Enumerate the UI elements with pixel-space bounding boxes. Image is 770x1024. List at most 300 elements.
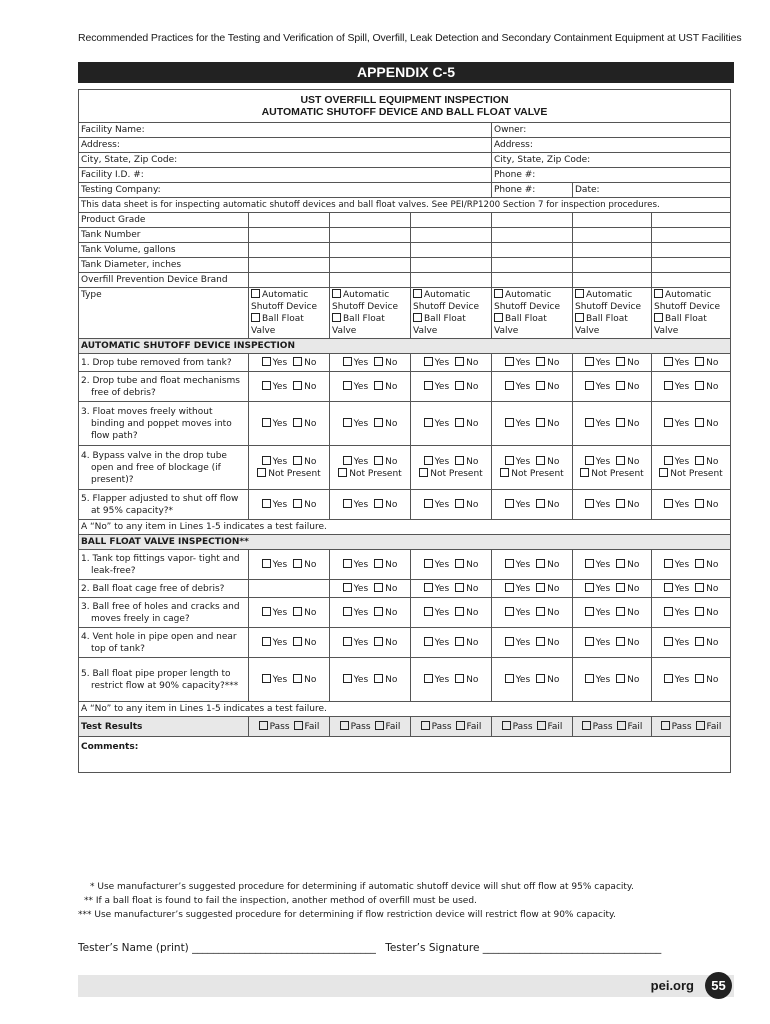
yes-checkbox[interactable] bbox=[424, 499, 433, 508]
no-checkbox[interactable] bbox=[455, 637, 464, 646]
not-present-checkbox[interactable] bbox=[257, 468, 266, 477]
yes-checkbox[interactable] bbox=[343, 674, 352, 683]
no-checkbox[interactable] bbox=[616, 499, 625, 508]
yes-option[interactable] bbox=[664, 382, 690, 392]
automatic-checkbox[interactable] bbox=[251, 289, 260, 298]
no-checkbox[interactable] bbox=[374, 357, 383, 366]
no-checkbox[interactable] bbox=[536, 381, 545, 390]
tank-diameter-tank-2[interactable] bbox=[330, 258, 411, 273]
tank-volume-tank-3[interactable] bbox=[411, 243, 492, 258]
tank-number-tank-2[interactable] bbox=[330, 228, 411, 243]
yes-checkbox[interactable] bbox=[585, 418, 594, 427]
no-checkbox[interactable] bbox=[293, 559, 302, 568]
no-option[interactable] bbox=[616, 500, 639, 510]
yes-checkbox[interactable] bbox=[505, 418, 514, 427]
no-option[interactable] bbox=[616, 419, 639, 429]
yes-option[interactable] bbox=[343, 638, 369, 648]
no-checkbox[interactable] bbox=[616, 674, 625, 683]
no-checkbox[interactable] bbox=[695, 637, 704, 646]
no-checkbox[interactable] bbox=[374, 499, 383, 508]
device-brand-tank-5[interactable] bbox=[573, 273, 652, 288]
no-option[interactable] bbox=[616, 358, 639, 368]
yes-option[interactable] bbox=[262, 675, 288, 685]
yes-option[interactable] bbox=[343, 457, 369, 467]
yes-option[interactable] bbox=[505, 560, 531, 570]
no-option[interactable] bbox=[695, 419, 718, 429]
no-checkbox[interactable] bbox=[536, 674, 545, 683]
yes-checkbox[interactable] bbox=[424, 674, 433, 683]
not-present-checkbox[interactable] bbox=[659, 468, 668, 477]
yes-option[interactable] bbox=[262, 457, 288, 467]
no-checkbox[interactable] bbox=[455, 456, 464, 465]
fail-checkbox[interactable] bbox=[375, 721, 384, 730]
not-present-checkbox[interactable] bbox=[580, 468, 589, 477]
owner-city-field[interactable]: City, State, Zip Code: bbox=[492, 153, 731, 168]
type-automatic-option[interactable] bbox=[575, 289, 649, 301]
facility-address-field[interactable]: Address: bbox=[79, 138, 492, 153]
yes-checkbox[interactable] bbox=[585, 674, 594, 683]
not-present-checkbox[interactable] bbox=[500, 468, 509, 477]
no-option[interactable] bbox=[536, 457, 559, 467]
no-option[interactable] bbox=[536, 638, 559, 648]
automatic-checkbox[interactable] bbox=[494, 289, 503, 298]
yes-option[interactable] bbox=[585, 638, 611, 648]
yes-option[interactable] bbox=[585, 382, 611, 392]
yes-checkbox[interactable] bbox=[664, 456, 673, 465]
no-option[interactable] bbox=[536, 584, 559, 594]
no-checkbox[interactable] bbox=[536, 499, 545, 508]
no-checkbox[interactable] bbox=[695, 674, 704, 683]
tank-diameter-tank-4[interactable] bbox=[492, 258, 573, 273]
no-checkbox[interactable] bbox=[455, 357, 464, 366]
yes-checkbox[interactable] bbox=[505, 381, 514, 390]
yes-option[interactable] bbox=[424, 560, 450, 570]
yes-checkbox[interactable] bbox=[424, 583, 433, 592]
yes-checkbox[interactable] bbox=[262, 499, 271, 508]
no-option[interactable] bbox=[695, 457, 718, 467]
pass-checkbox[interactable] bbox=[259, 721, 268, 730]
tank-number-tank-4[interactable] bbox=[492, 228, 573, 243]
ball-float-checkbox[interactable] bbox=[654, 313, 663, 322]
no-checkbox[interactable] bbox=[293, 418, 302, 427]
yes-option[interactable] bbox=[262, 560, 288, 570]
yes-checkbox[interactable] bbox=[664, 381, 673, 390]
no-option[interactable] bbox=[695, 608, 718, 618]
device-brand-tank-2[interactable] bbox=[330, 273, 411, 288]
no-option[interactable] bbox=[616, 560, 639, 570]
type-ball-float-option[interactable] bbox=[494, 313, 570, 325]
yes-checkbox[interactable] bbox=[262, 418, 271, 427]
yes-option[interactable] bbox=[424, 638, 450, 648]
fail-option[interactable] bbox=[294, 722, 320, 732]
yes-checkbox[interactable] bbox=[262, 637, 271, 646]
fail-checkbox[interactable] bbox=[617, 721, 626, 730]
yes-checkbox[interactable] bbox=[664, 637, 673, 646]
no-option[interactable] bbox=[616, 608, 639, 618]
yes-option[interactable] bbox=[262, 638, 288, 648]
testing-company-field[interactable]: Testing Company: bbox=[79, 183, 492, 198]
yes-checkbox[interactable] bbox=[343, 357, 352, 366]
type-automatic-option[interactable] bbox=[251, 289, 327, 301]
tank-volume-tank-1[interactable] bbox=[249, 243, 330, 258]
no-checkbox[interactable] bbox=[374, 418, 383, 427]
no-option[interactable] bbox=[695, 584, 718, 594]
fail-option[interactable] bbox=[696, 722, 722, 732]
fail-option[interactable] bbox=[537, 722, 563, 732]
no-checkbox[interactable] bbox=[293, 357, 302, 366]
no-checkbox[interactable] bbox=[293, 381, 302, 390]
yes-option[interactable] bbox=[262, 608, 288, 618]
no-option[interactable] bbox=[374, 419, 397, 429]
owner-phone-field[interactable]: Phone #: bbox=[492, 168, 731, 183]
yes-option[interactable] bbox=[505, 638, 531, 648]
tank-number-tank-1[interactable] bbox=[249, 228, 330, 243]
yes-checkbox[interactable] bbox=[585, 607, 594, 616]
yes-checkbox[interactable] bbox=[262, 607, 271, 616]
type-ball-float-option[interactable] bbox=[575, 313, 649, 325]
no-option[interactable] bbox=[536, 382, 559, 392]
yes-checkbox[interactable] bbox=[343, 559, 352, 568]
no-option[interactable] bbox=[293, 638, 316, 648]
yes-checkbox[interactable] bbox=[585, 559, 594, 568]
no-option[interactable] bbox=[293, 675, 316, 685]
type-ball-float-option[interactable] bbox=[332, 313, 408, 325]
no-checkbox[interactable] bbox=[616, 357, 625, 366]
no-option[interactable] bbox=[293, 419, 316, 429]
yes-option[interactable] bbox=[424, 608, 450, 618]
yes-option[interactable] bbox=[585, 584, 611, 594]
yes-checkbox[interactable] bbox=[505, 357, 514, 366]
tank-volume-tank-2[interactable] bbox=[330, 243, 411, 258]
no-option[interactable] bbox=[695, 675, 718, 685]
yes-option[interactable] bbox=[585, 500, 611, 510]
not-present-checkbox[interactable] bbox=[419, 468, 428, 477]
no-option[interactable] bbox=[293, 358, 316, 368]
pass-option[interactable] bbox=[340, 722, 371, 732]
product-grade-tank-3[interactable] bbox=[411, 213, 492, 228]
no-option[interactable] bbox=[374, 560, 397, 570]
no-option[interactable] bbox=[536, 608, 559, 618]
automatic-checkbox[interactable] bbox=[654, 289, 663, 298]
yes-option[interactable] bbox=[585, 419, 611, 429]
no-checkbox[interactable] bbox=[616, 607, 625, 616]
yes-checkbox[interactable] bbox=[343, 499, 352, 508]
no-checkbox[interactable] bbox=[695, 607, 704, 616]
yes-option[interactable] bbox=[424, 382, 450, 392]
no-option[interactable] bbox=[536, 675, 559, 685]
tank-diameter-tank-6[interactable] bbox=[652, 258, 731, 273]
no-checkbox[interactable] bbox=[374, 559, 383, 568]
tank-number-tank-6[interactable] bbox=[652, 228, 731, 243]
no-option[interactable] bbox=[536, 358, 559, 368]
yes-checkbox[interactable] bbox=[664, 607, 673, 616]
no-option[interactable] bbox=[455, 419, 478, 429]
yes-option[interactable] bbox=[505, 584, 531, 594]
yes-checkbox[interactable] bbox=[424, 607, 433, 616]
yes-checkbox[interactable] bbox=[664, 418, 673, 427]
comments-field[interactable]: Comments: bbox=[79, 737, 731, 773]
yes-checkbox[interactable] bbox=[262, 559, 271, 568]
no-checkbox[interactable] bbox=[695, 559, 704, 568]
yes-option[interactable] bbox=[424, 419, 450, 429]
tank-diameter-tank-5[interactable] bbox=[573, 258, 652, 273]
no-option[interactable] bbox=[455, 608, 478, 618]
no-checkbox[interactable] bbox=[455, 418, 464, 427]
yes-checkbox[interactable] bbox=[664, 674, 673, 683]
no-option[interactable] bbox=[293, 500, 316, 510]
no-checkbox[interactable] bbox=[374, 381, 383, 390]
no-option[interactable] bbox=[293, 560, 316, 570]
no-option[interactable] bbox=[374, 382, 397, 392]
fail-checkbox[interactable] bbox=[537, 721, 546, 730]
no-option[interactable] bbox=[374, 608, 397, 618]
device-brand-tank-4[interactable] bbox=[492, 273, 573, 288]
tank-volume-tank-4[interactable] bbox=[492, 243, 573, 258]
yes-checkbox[interactable] bbox=[424, 381, 433, 390]
yes-checkbox[interactable] bbox=[343, 637, 352, 646]
type-ball-float-option[interactable] bbox=[654, 313, 728, 325]
yes-checkbox[interactable] bbox=[505, 583, 514, 592]
yes-option[interactable] bbox=[505, 358, 531, 368]
not-present-option[interactable] bbox=[659, 469, 722, 479]
no-option[interactable] bbox=[455, 457, 478, 467]
yes-checkbox[interactable] bbox=[262, 456, 271, 465]
yes-checkbox[interactable] bbox=[664, 357, 673, 366]
no-checkbox[interactable] bbox=[695, 418, 704, 427]
fail-checkbox[interactable] bbox=[456, 721, 465, 730]
facility-id-field[interactable]: Facility I.D. #: bbox=[79, 168, 492, 183]
yes-option[interactable] bbox=[343, 419, 369, 429]
yes-checkbox[interactable] bbox=[585, 456, 594, 465]
yes-option[interactable] bbox=[262, 382, 288, 392]
fail-checkbox[interactable] bbox=[696, 721, 705, 730]
pass-checkbox[interactable] bbox=[582, 721, 591, 730]
yes-option[interactable] bbox=[664, 638, 690, 648]
no-option[interactable] bbox=[695, 382, 718, 392]
yes-option[interactable] bbox=[585, 675, 611, 685]
not-present-option[interactable] bbox=[419, 469, 482, 479]
yes-option[interactable] bbox=[424, 457, 450, 467]
yes-option[interactable] bbox=[343, 560, 369, 570]
yes-option[interactable] bbox=[343, 358, 369, 368]
yes-option[interactable] bbox=[505, 419, 531, 429]
yes-checkbox[interactable] bbox=[343, 456, 352, 465]
date-field[interactable]: Date: bbox=[573, 183, 731, 198]
yes-option[interactable] bbox=[343, 675, 369, 685]
yes-checkbox[interactable] bbox=[343, 583, 352, 592]
tank-number-tank-3[interactable] bbox=[411, 228, 492, 243]
product-grade-tank-4[interactable] bbox=[492, 213, 573, 228]
no-checkbox[interactable] bbox=[616, 456, 625, 465]
ball-float-checkbox[interactable] bbox=[332, 313, 341, 322]
no-option[interactable] bbox=[695, 358, 718, 368]
facility-city-field[interactable]: City, State, Zip Code: bbox=[79, 153, 492, 168]
pass-option[interactable] bbox=[259, 722, 290, 732]
pass-checkbox[interactable] bbox=[340, 721, 349, 730]
yes-checkbox[interactable] bbox=[585, 357, 594, 366]
yes-option[interactable] bbox=[585, 457, 611, 467]
yes-checkbox[interactable] bbox=[505, 499, 514, 508]
no-option[interactable] bbox=[455, 500, 478, 510]
no-option[interactable] bbox=[536, 560, 559, 570]
not-present-option[interactable] bbox=[580, 469, 643, 479]
yes-checkbox[interactable] bbox=[343, 418, 352, 427]
no-checkbox[interactable] bbox=[374, 456, 383, 465]
no-checkbox[interactable] bbox=[374, 637, 383, 646]
no-checkbox[interactable] bbox=[695, 583, 704, 592]
no-checkbox[interactable] bbox=[695, 381, 704, 390]
company-phone-field[interactable]: Phone #: bbox=[492, 183, 573, 198]
yes-option[interactable] bbox=[664, 419, 690, 429]
automatic-checkbox[interactable] bbox=[413, 289, 422, 298]
no-checkbox[interactable] bbox=[536, 456, 545, 465]
no-checkbox[interactable] bbox=[536, 583, 545, 592]
yes-option[interactable] bbox=[505, 500, 531, 510]
no-option[interactable] bbox=[695, 500, 718, 510]
yes-option[interactable] bbox=[262, 358, 288, 368]
facility-name-field[interactable]: Facility Name: bbox=[79, 123, 492, 138]
no-checkbox[interactable] bbox=[536, 418, 545, 427]
yes-checkbox[interactable] bbox=[343, 381, 352, 390]
no-checkbox[interactable] bbox=[616, 583, 625, 592]
pass-option[interactable] bbox=[502, 722, 533, 732]
no-checkbox[interactable] bbox=[374, 674, 383, 683]
no-checkbox[interactable] bbox=[536, 637, 545, 646]
tester-name-field[interactable]: Tester’s Name (print) ___________________________________ bbox=[78, 942, 376, 954]
no-option[interactable] bbox=[455, 358, 478, 368]
yes-option[interactable] bbox=[664, 358, 690, 368]
yes-checkbox[interactable] bbox=[664, 499, 673, 508]
yes-option[interactable] bbox=[664, 457, 690, 467]
fail-option[interactable] bbox=[617, 722, 643, 732]
yes-checkbox[interactable] bbox=[424, 418, 433, 427]
product-grade-tank-2[interactable] bbox=[330, 213, 411, 228]
type-ball-float-option[interactable] bbox=[413, 313, 489, 325]
yes-option[interactable] bbox=[505, 382, 531, 392]
no-option[interactable] bbox=[374, 584, 397, 594]
tank-volume-tank-5[interactable] bbox=[573, 243, 652, 258]
yes-checkbox[interactable] bbox=[664, 559, 673, 568]
not-present-option[interactable] bbox=[500, 469, 563, 479]
no-option[interactable] bbox=[374, 500, 397, 510]
yes-option[interactable] bbox=[343, 500, 369, 510]
yes-checkbox[interactable] bbox=[505, 637, 514, 646]
yes-option[interactable] bbox=[424, 358, 450, 368]
no-option[interactable] bbox=[374, 457, 397, 467]
no-option[interactable] bbox=[616, 457, 639, 467]
owner-address-field[interactable]: Address: bbox=[492, 138, 731, 153]
no-option[interactable] bbox=[374, 675, 397, 685]
product-grade-tank-1[interactable] bbox=[249, 213, 330, 228]
yes-option[interactable] bbox=[664, 584, 690, 594]
yes-option[interactable] bbox=[505, 675, 531, 685]
not-present-option[interactable] bbox=[338, 469, 401, 479]
not-present-checkbox[interactable] bbox=[338, 468, 347, 477]
no-checkbox[interactable] bbox=[455, 559, 464, 568]
yes-option[interactable] bbox=[262, 500, 288, 510]
no-option[interactable] bbox=[374, 638, 397, 648]
no-option[interactable] bbox=[536, 419, 559, 429]
no-option[interactable] bbox=[616, 382, 639, 392]
no-option[interactable] bbox=[455, 638, 478, 648]
product-grade-tank-5[interactable] bbox=[573, 213, 652, 228]
no-option[interactable] bbox=[455, 382, 478, 392]
no-option[interactable] bbox=[455, 675, 478, 685]
yes-option[interactable] bbox=[424, 584, 450, 594]
no-option[interactable] bbox=[455, 584, 478, 594]
not-present-option[interactable] bbox=[257, 469, 320, 479]
ball-float-checkbox[interactable] bbox=[413, 313, 422, 322]
no-checkbox[interactable] bbox=[293, 674, 302, 683]
yes-option[interactable] bbox=[262, 419, 288, 429]
yes-checkbox[interactable] bbox=[424, 456, 433, 465]
product-grade-tank-6[interactable] bbox=[652, 213, 731, 228]
no-option[interactable] bbox=[455, 560, 478, 570]
no-checkbox[interactable] bbox=[455, 583, 464, 592]
yes-checkbox[interactable] bbox=[424, 559, 433, 568]
no-checkbox[interactable] bbox=[695, 456, 704, 465]
owner-field[interactable]: Owner: bbox=[492, 123, 731, 138]
pass-option[interactable] bbox=[582, 722, 613, 732]
no-checkbox[interactable] bbox=[293, 637, 302, 646]
no-checkbox[interactable] bbox=[695, 357, 704, 366]
device-brand-tank-1[interactable] bbox=[249, 273, 330, 288]
type-automatic-option[interactable] bbox=[494, 289, 570, 301]
ball-float-checkbox[interactable] bbox=[494, 313, 503, 322]
yes-checkbox[interactable] bbox=[262, 674, 271, 683]
yes-option[interactable] bbox=[585, 358, 611, 368]
tank-diameter-tank-1[interactable] bbox=[249, 258, 330, 273]
no-checkbox[interactable] bbox=[616, 381, 625, 390]
yes-option[interactable] bbox=[664, 608, 690, 618]
yes-option[interactable] bbox=[664, 675, 690, 685]
no-checkbox[interactable] bbox=[695, 499, 704, 508]
fail-checkbox[interactable] bbox=[294, 721, 303, 730]
yes-option[interactable] bbox=[585, 608, 611, 618]
no-option[interactable] bbox=[536, 500, 559, 510]
yes-option[interactable] bbox=[505, 457, 531, 467]
no-checkbox[interactable] bbox=[455, 499, 464, 508]
yes-option[interactable] bbox=[585, 560, 611, 570]
no-option[interactable] bbox=[293, 382, 316, 392]
no-checkbox[interactable] bbox=[455, 607, 464, 616]
no-checkbox[interactable] bbox=[616, 418, 625, 427]
pass-option[interactable] bbox=[661, 722, 692, 732]
no-option[interactable] bbox=[616, 638, 639, 648]
no-option[interactable] bbox=[293, 457, 316, 467]
yes-checkbox[interactable] bbox=[424, 357, 433, 366]
automatic-checkbox[interactable] bbox=[332, 289, 341, 298]
no-checkbox[interactable] bbox=[536, 357, 545, 366]
no-checkbox[interactable] bbox=[536, 559, 545, 568]
tank-volume-tank-6[interactable] bbox=[652, 243, 731, 258]
yes-checkbox[interactable] bbox=[505, 559, 514, 568]
no-checkbox[interactable] bbox=[455, 674, 464, 683]
ball-float-checkbox[interactable] bbox=[251, 313, 260, 322]
type-automatic-option[interactable] bbox=[413, 289, 489, 301]
no-option[interactable] bbox=[695, 638, 718, 648]
ball-float-checkbox[interactable] bbox=[575, 313, 584, 322]
yes-checkbox[interactable] bbox=[585, 381, 594, 390]
pass-checkbox[interactable] bbox=[502, 721, 511, 730]
fail-option[interactable] bbox=[456, 722, 482, 732]
yes-option[interactable] bbox=[664, 500, 690, 510]
yes-checkbox[interactable] bbox=[585, 583, 594, 592]
yes-checkbox[interactable] bbox=[424, 637, 433, 646]
yes-checkbox[interactable] bbox=[262, 381, 271, 390]
type-ball-float-option[interactable] bbox=[251, 313, 327, 325]
device-brand-tank-6[interactable] bbox=[652, 273, 731, 288]
